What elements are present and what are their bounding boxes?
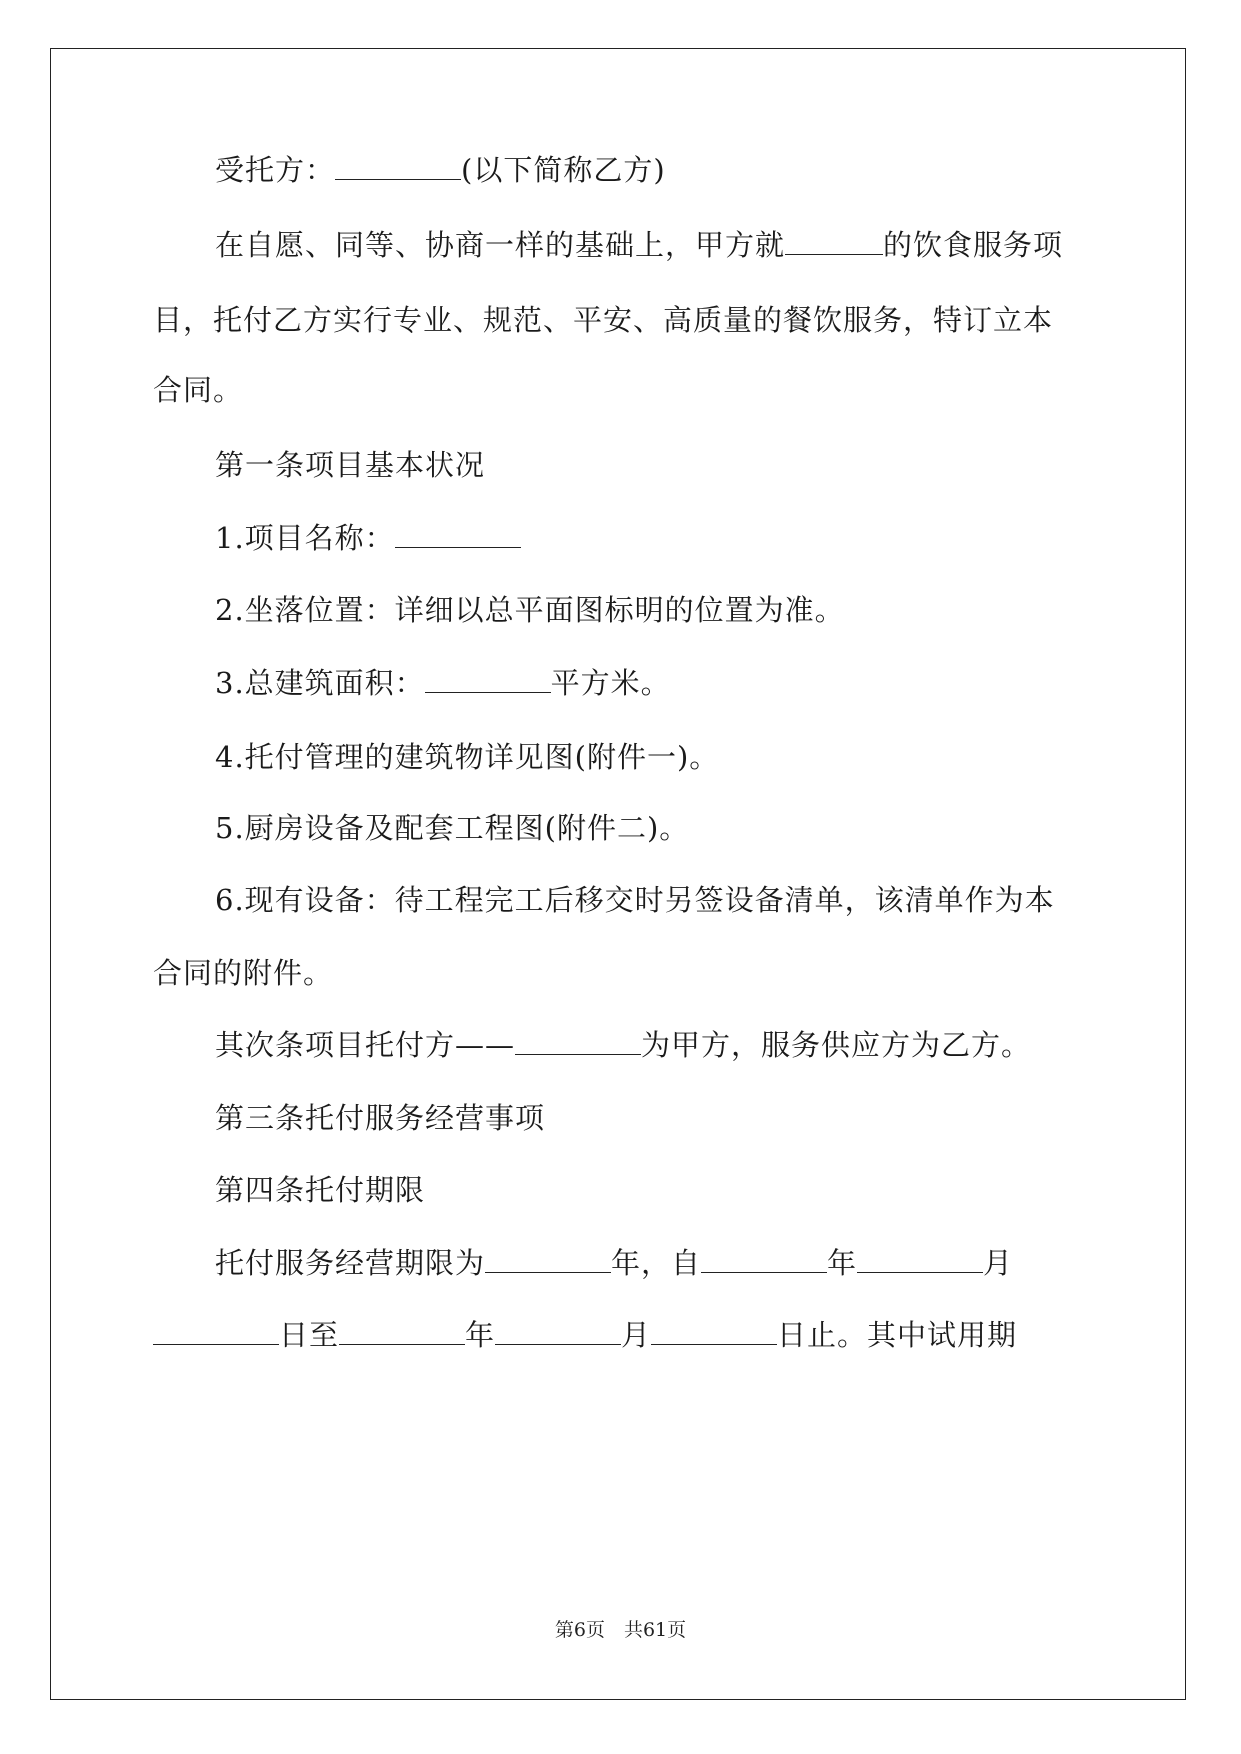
fill-in-blank [515, 1028, 641, 1055]
heading-article-4: 第四条托付期限 [215, 1173, 426, 1207]
text-segment: 其次条项目托付方—— [215, 1028, 516, 1062]
line-item-1 [215, 518, 521, 558]
heading-article-2 [215, 1025, 1031, 1065]
line-item-3 [215, 663, 671, 703]
fill-in-blank [785, 228, 883, 255]
fill-in-blank [485, 1246, 611, 1273]
heading-article-1: 第一条项目基本状况 [215, 448, 486, 482]
text-segment: 平方米。 [550, 666, 671, 700]
text-segment: 1.项目名称： [215, 521, 395, 555]
line-intro-3: 合同。 [153, 373, 244, 407]
line-intro-2: 目，托付乙方实行专业、规范、平安、高质量的餐饮服务，特订立本 [153, 303, 1054, 337]
text-segment: (以下简称乙方) [461, 153, 666, 187]
page-footer: 第6页 共61页 [554, 1619, 687, 1641]
text-segment: 在自愿、同等、协商一样的基础上，甲方就 [215, 228, 786, 262]
fill-in-blank [153, 1318, 279, 1345]
text-segment: 3.总建筑面积： [215, 666, 425, 700]
line-intro-1 [215, 225, 1063, 265]
fill-in-blank [339, 1318, 465, 1345]
text-segment: 月 [983, 1246, 1014, 1280]
text-segment: 日止。其中试用期 [777, 1318, 1018, 1352]
fill-in-blank [395, 521, 521, 548]
fill-in-blank [701, 1246, 827, 1273]
fill-in-blank [857, 1246, 983, 1273]
text-segment: 年 [827, 1246, 858, 1280]
line-term-1 [215, 1243, 1013, 1283]
text-segment: 年 [465, 1318, 496, 1352]
fill-in-blank [651, 1318, 777, 1345]
text-segment: 托付服务经营期限为 [215, 1246, 486, 1280]
text-segment: 受托方： [215, 153, 336, 187]
line-item-6: 6.现有设备：待工程完工后移交时另签设备清单，该清单作为本 [215, 883, 1055, 917]
fill-in-blank [335, 153, 461, 180]
line-item-4: 4.托付管理的建筑物详见图(附件一)。 [215, 740, 720, 774]
line-item-5: 5.厨房设备及配套工程图(附件二)。 [215, 811, 690, 845]
fill-in-blank [495, 1318, 621, 1345]
text-segment: 年，自 [611, 1246, 702, 1280]
line-term-2 [153, 1315, 1017, 1355]
line-item-2: 2.坐落位置：详细以总平面图标明的位置为准。 [215, 593, 845, 627]
text-segment: 为甲方，服务供应方为乙方。 [641, 1028, 1032, 1062]
fill-in-blank [425, 666, 551, 693]
line-item-6-cont: 合同的附件。 [153, 956, 334, 990]
text-segment: 日至 [279, 1318, 340, 1352]
line-party-b [215, 150, 666, 190]
text-segment: 月 [621, 1318, 652, 1352]
page-border [50, 48, 1186, 1700]
text-segment: 的饮食服务项 [883, 228, 1064, 262]
heading-article-3: 第三条托付服务经营事项 [215, 1101, 546, 1135]
